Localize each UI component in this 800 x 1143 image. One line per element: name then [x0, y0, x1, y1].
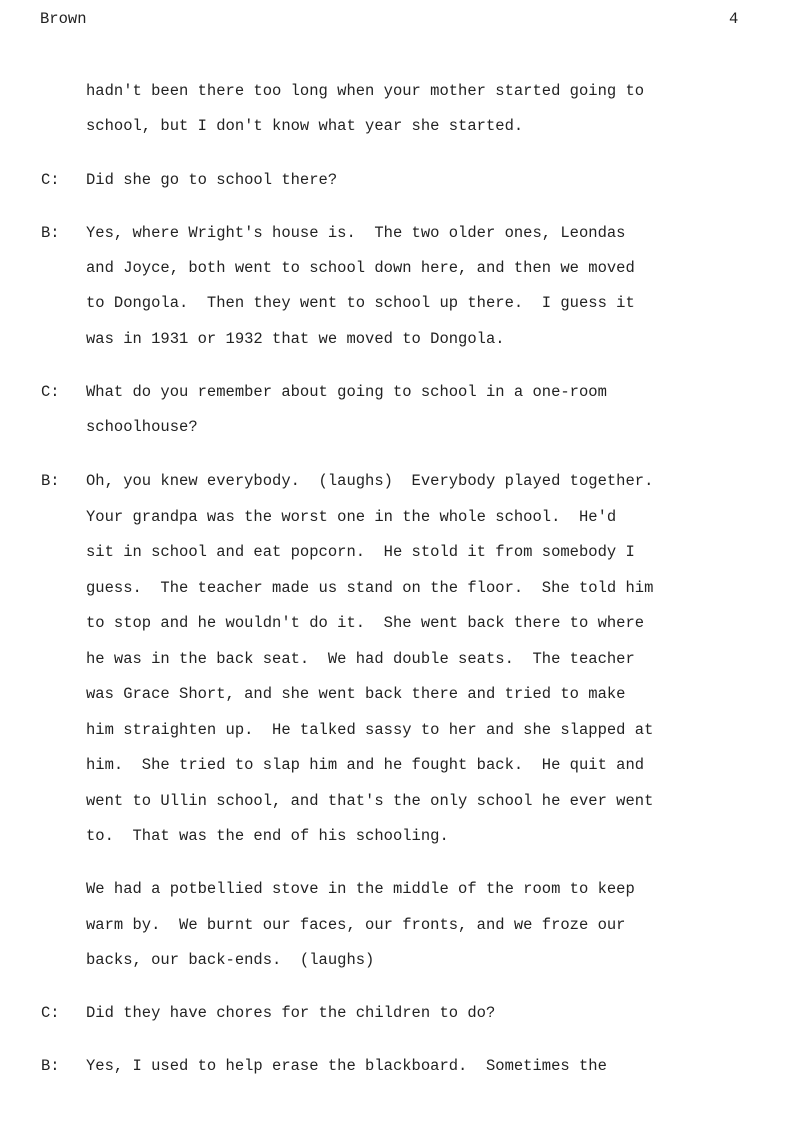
transcript-line: guess. The teacher made us stand on the floor. She told him [86, 579, 654, 597]
header-interviewee-name: Brown [40, 10, 87, 28]
transcript-line: Your grandpa was the worst one in the whole school. He'd [86, 508, 617, 526]
transcript-line: to stop and he wouldn't do it. She went back there to where [86, 614, 645, 632]
speaker-label: C: [41, 383, 60, 401]
transcript-line: schoolhouse? [86, 418, 198, 436]
transcript-line: backs, our back-ends. (laughs) [86, 951, 375, 969]
transcript-line: was in 1931 or 1932 that we moved to Dongola. [86, 330, 505, 348]
transcript-line: and Joyce, both went to school down here, and then we moved [86, 259, 635, 277]
transcript-line: Yes, I used to help erase the blackboard. Sometimes the [86, 1057, 607, 1075]
transcript-line: to. That was the end of his schooling. [86, 827, 449, 845]
transcript-line: him straighten up. He talked sassy to her and she slapped at [86, 721, 654, 739]
speaker-label: B: [41, 224, 60, 242]
transcript-line: him. She tried to slap him and he fought back. He quit and [86, 756, 645, 774]
speaker-label: C: [41, 1004, 60, 1022]
speaker-label: B: [41, 1057, 60, 1075]
page-number: 4 [729, 10, 739, 28]
transcript-line: was Grace Short, and she went back there and tried to make [86, 685, 626, 703]
transcript-line: hadn't been there too long when your mother started going to [86, 82, 645, 100]
speaker-label: B: [41, 472, 60, 490]
transcript-line: to Dongola. Then they went to school up there. I guess it [86, 294, 635, 312]
transcript-line: sit in school and eat popcorn. He stold it from somebody I [86, 543, 635, 561]
transcript-line: Did she go to school there? [86, 171, 338, 189]
transcript-line: We had a potbellied stove in the middle of the room to keep [86, 880, 635, 898]
transcript-line: warm by. We burnt our faces, our fronts, and we froze our [86, 916, 626, 934]
transcript-line: went to Ullin school, and that's the only school he ever went [86, 792, 654, 810]
transcript-line: Oh, you knew everybody. (laughs) Everybody played together. [86, 472, 654, 490]
transcript-line: he was in the back seat. We had double seats. The teacher [86, 650, 635, 668]
transcript-line: What do you remember about going to school in a one-room [86, 383, 607, 401]
transcript-line: school, but I don't know what year she started. [86, 117, 524, 135]
speaker-label: C: [41, 171, 60, 189]
transcript-line: Yes, where Wright's house is. The two older ones, Leondas [86, 224, 626, 242]
transcript-line: Did they have chores for the children to do? [86, 1004, 496, 1022]
